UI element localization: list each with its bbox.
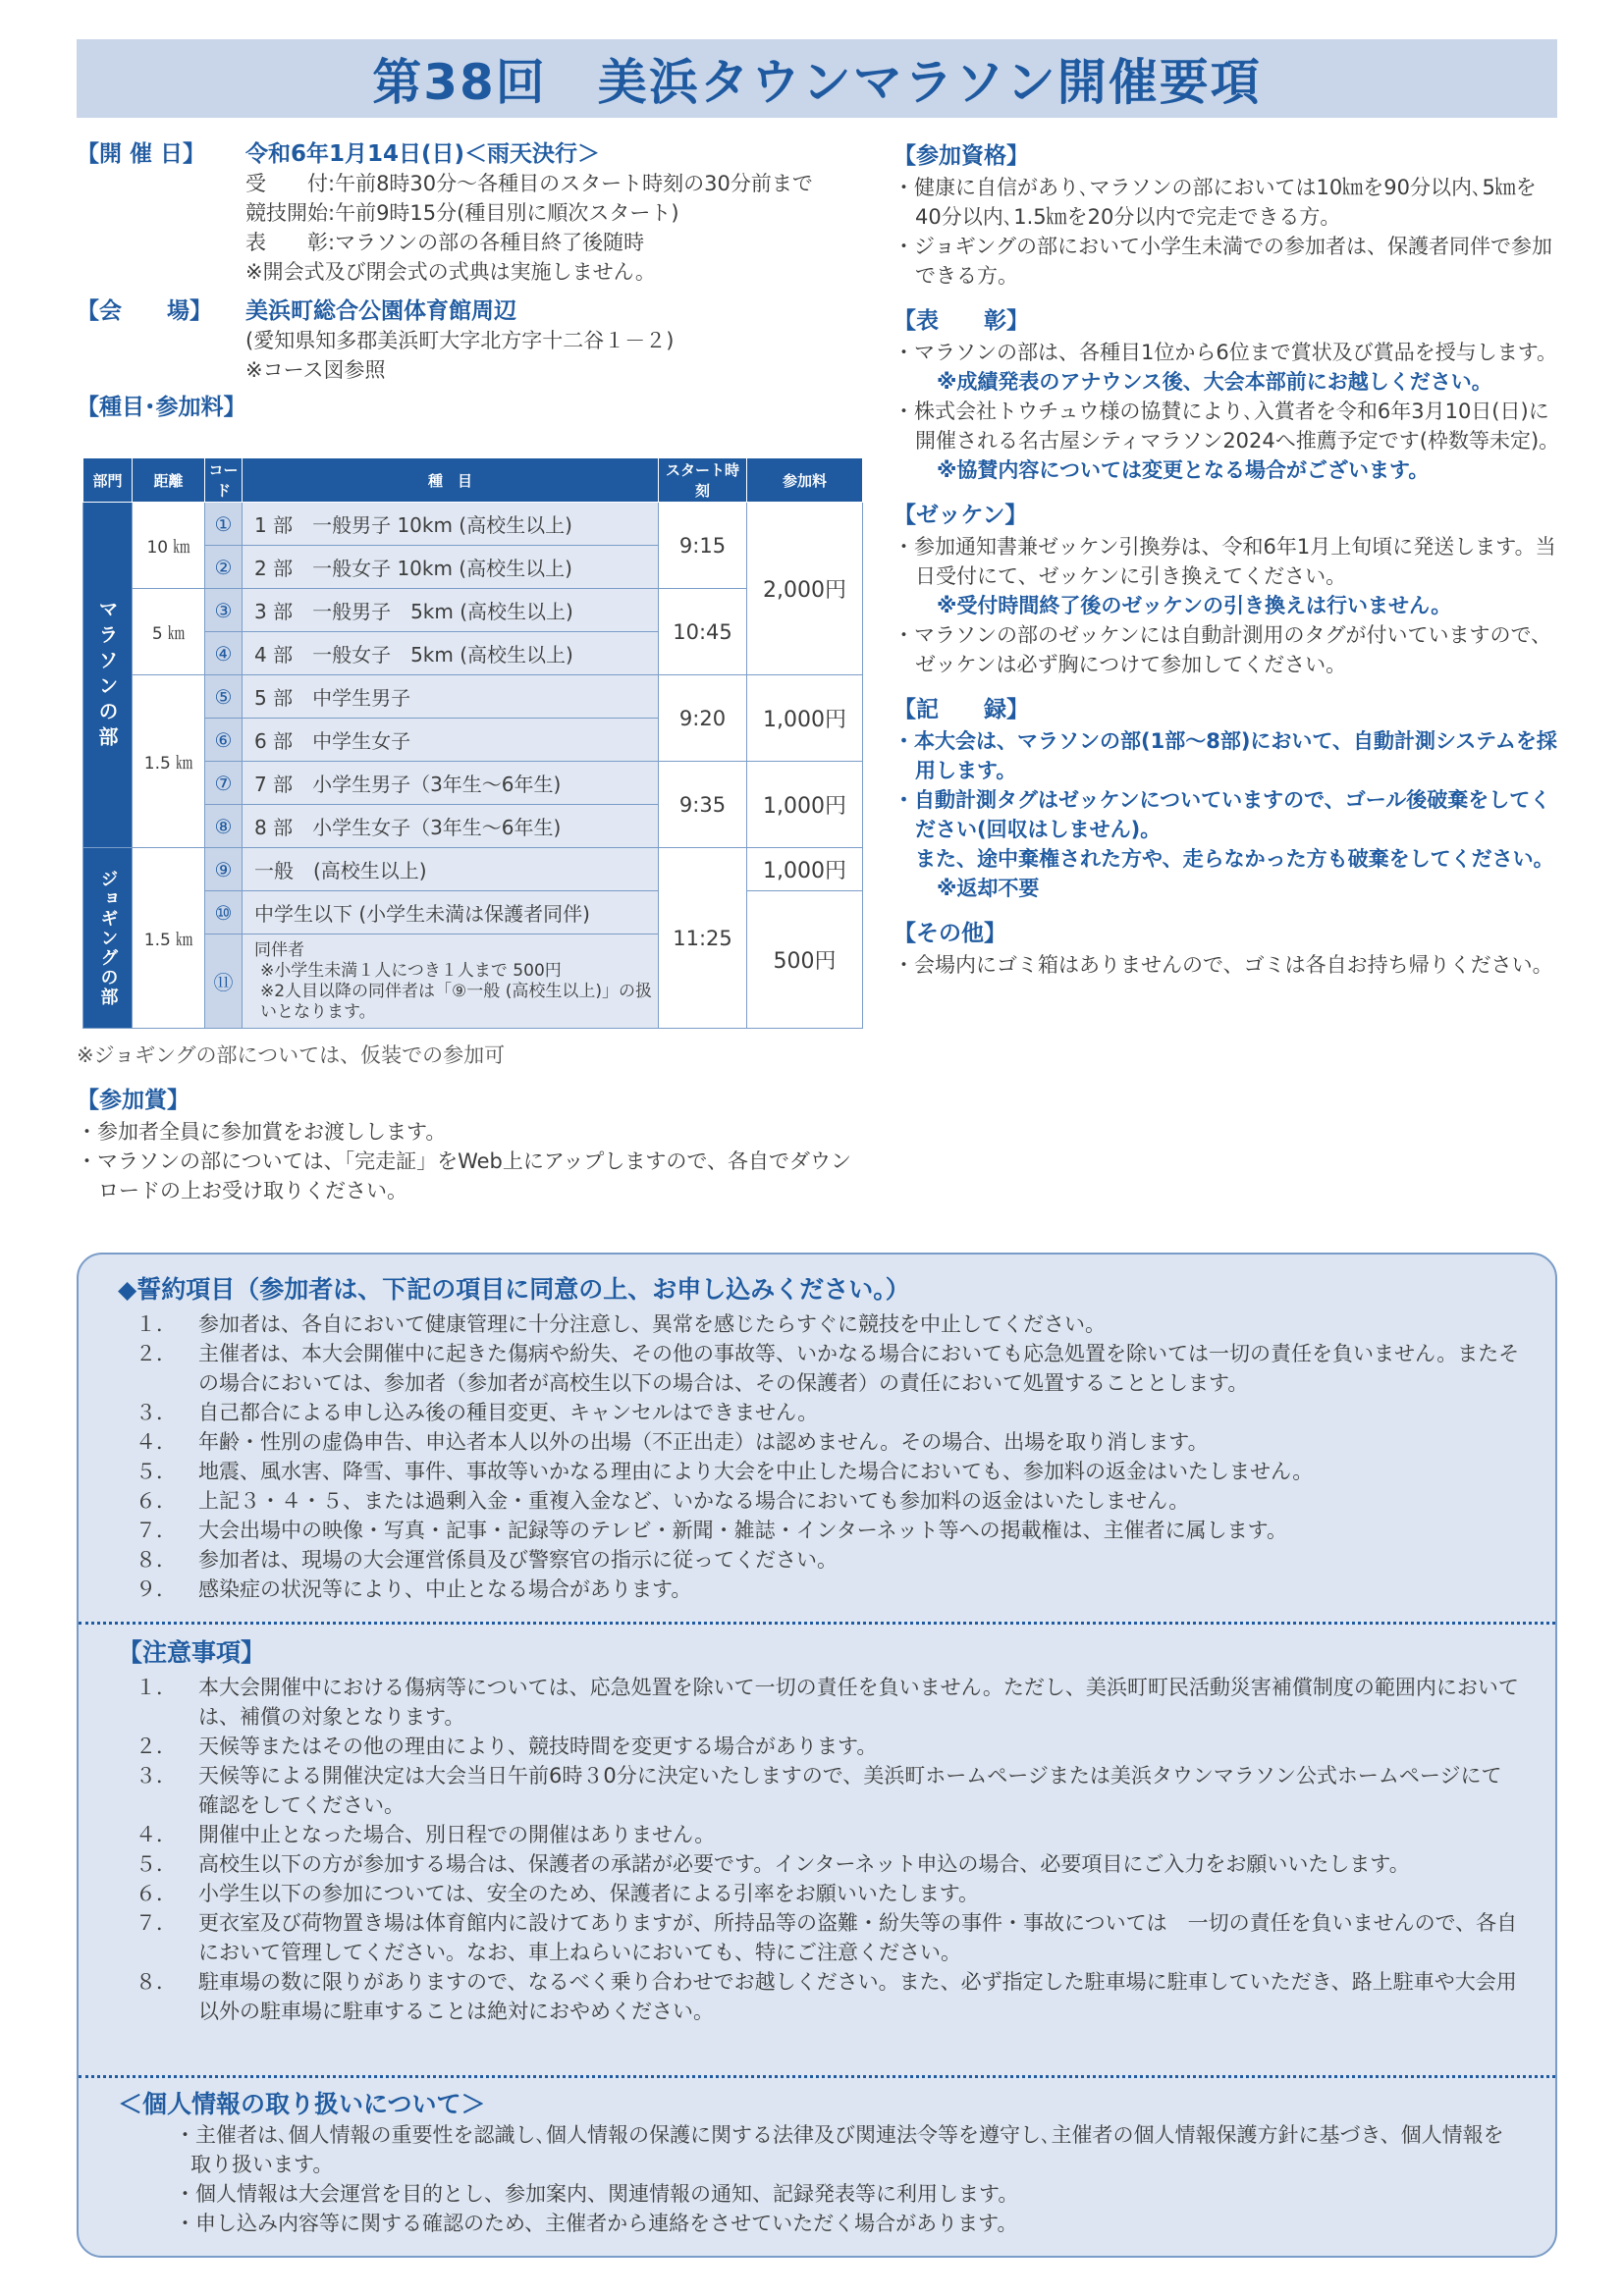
start-time-cell: 9:20: [659, 675, 747, 762]
fee-table: [82, 457, 863, 1029]
date-label: 【開 催 日】: [77, 141, 206, 167]
caution-section: [118, 1633, 1522, 2026]
list-item: １． 本大会開催中における傷病等については、応急処置を除いて一切の責任を負いません。ただし、美浜町町民活動災害補償制度の範囲内においては、補償の対象となります。: [135, 1676, 1519, 1729]
qualification-item: ・健康に自信があり､マラソンの部においては10㎞を90分以内､5㎞を40分以内､1.5㎞を20分以内で完走できる方。: [893, 176, 1537, 229]
fee-cell: 1,000円: [747, 762, 863, 848]
header-fee: 参加料: [747, 458, 863, 503]
event-cell: 一般 (高校生以上): [243, 848, 659, 891]
code-cell: ⑦: [205, 762, 243, 805]
header-start-time: スタート時刻: [659, 458, 747, 503]
list-item: ７． 更衣室及び荷物置き場は体育館内に設けてありますが、所持品等の盗難・紛失等の事件・事故については 一切の責任を負いませんので、各自において管理してください。なお、車上ねらいにおいても、特にご注意ください。: [135, 1911, 1518, 1964]
event-info: [77, 139, 862, 424]
date-line: 受 付:午前8時30分～各種目のスタート時刻の30分前まで: [245, 172, 813, 195]
code-cell: ②: [205, 546, 243, 589]
prize-item: ・マラソンの部については、「完走証」をWeb上にアップしますので、各自でダウンロードの上お受け取りください。: [77, 1149, 851, 1202]
distance-cell: 1.5 ㎞: [133, 675, 205, 848]
date-line: ※開会式及び閉会式の式典は実施しません。: [245, 260, 656, 284]
prize-item: ・参加者全員に参加賞をお渡しします。: [77, 1120, 447, 1144]
divider: [79, 2075, 1555, 2078]
title-bar: [77, 39, 1557, 118]
list-item: ２． 天候等またはその他の理由により、競技時間を変更する場合があります。: [135, 1735, 878, 1758]
qualification-heading: 【参加資格】: [893, 143, 1029, 169]
right-column: [893, 139, 1561, 980]
date-line: 競技開始:午前9時15分(種目別に順次スタート): [245, 201, 679, 225]
other-item: ・会場内にゴミ箱はありませんので、ゴミは各自お持ち帰りください。: [893, 953, 1553, 977]
header-division: 部門: [83, 458, 133, 503]
code-cell: ⑪: [205, 934, 243, 1029]
event-cell: 7 部 小学生男子（3年生～6年生): [243, 762, 659, 805]
venue-line: (愛知県知多郡美浜町大字北方字十二谷１－２): [245, 329, 675, 352]
table-row: [83, 503, 863, 546]
record-item: ・本大会は、マラソンの部(1部～8部)において、自動計測システムを採用します。: [893, 729, 1557, 782]
privacy-item: ・個人情報は大会運営を目的とし、参加案内、関連情報の通知、記録発表等に利用します。: [175, 2182, 1019, 2206]
venue-label: 【会 場】: [77, 298, 212, 324]
table-row: [83, 589, 863, 632]
date-line: 表 彰:マラソンの部の各種目終了後随時: [245, 231, 645, 254]
code-cell: ⑤: [205, 675, 243, 719]
distance-cell: 5 ㎞: [133, 589, 205, 675]
event-cell: 1 部 一般男子 10km (高校生以上): [243, 503, 659, 546]
fee-cell: 1,000円: [747, 675, 863, 762]
date-value: 令和6年1月14日(日)＜雨天決行＞: [245, 141, 601, 167]
list-item: ２． 主催者は、本大会開催中に起きた傷病や紛失、その他の事故等、いかなる場合においても応急処置を除いては一切の責任を負いません。またその場合においては、参加者（参加者が高校生以下の場合は、その保護者）の責任において処置することとします。: [135, 1342, 1520, 1395]
fee-cell: 2,000円: [747, 503, 863, 675]
list-item: ８． 駐車場の数に限りがありますので、なるべく乗り合わせでお越しください。また、必ず指定した駐車場に駐車していただき、路上駐車や大会用以外の駐車場に駐車することは絶対におやめください。: [135, 1970, 1517, 2023]
list-item: ６． 上記３・４・５、または過剰入金・重複入金など、いかなる場合においても参加料の返金はいたしません。: [135, 1489, 1190, 1513]
bib-item: ・参加通知書兼ゼッケン引換券は、令和6年1月上旬頃に発送します。当日受付にて、ゼッケンに引き換えてください。: [893, 535, 1556, 588]
privacy-heading: ＜個人情報の取り扱いについて＞: [118, 2090, 486, 2118]
terms-panel: [77, 1253, 1557, 2258]
event-cell: 5 部 中学生男子: [243, 675, 659, 719]
left-bottom: [77, 1041, 862, 1205]
list-item: ８． 参加者は、現場の大会運営係員及び警察官の指示に従ってください。: [135, 1548, 838, 1572]
prize-heading: 【参加賞】: [77, 1088, 189, 1113]
event-cell: 2 部 一般女子 10km (高校生以上): [243, 546, 659, 589]
bib-item: ・マラソンの部のゼッケンには自動計測用のタグが付いていますので、ゼッケンは必ず胸につけて参加してください。: [893, 623, 1552, 676]
code-cell: ⑧: [205, 805, 243, 848]
record-heading: 【記 録】: [893, 697, 1029, 722]
list-item: ３． 自己都合による申し込み後の種目変更、キャンセルはできません。: [135, 1401, 819, 1424]
start-time-cell: 11:25: [659, 848, 747, 1029]
event-cell: 6 部 中学生女子: [243, 719, 659, 762]
venue-value: 美浜町総合公園体育館周辺: [245, 298, 516, 324]
privacy-item: ・主催者は､個人情報の重要性を認識し､個人情報の保護に関する法律及び関連法令等を遵守し､主催者の個人情報保護方針に基づき、個人情報を取り扱います。: [175, 2123, 1504, 2176]
fee-cell: 500円: [747, 891, 863, 1029]
code-cell: ④: [205, 632, 243, 675]
divider: [79, 1622, 1555, 1625]
fee-cell: 1,000円: [747, 848, 863, 891]
award-heading: 【表 彰】: [893, 308, 1029, 334]
event-cell: 同伴者 ※小学生未満１人につき１人まで 500円 ※2人目以降の同伴者は「⑨一般 (高校生以上)」の扱いとなります。: [243, 934, 659, 1029]
table-row: [83, 675, 863, 719]
list-item: １． 参加者は、各自において健康管理に十分注意し、異常を感じたらすぐに競技を中止してください。: [135, 1312, 1106, 1336]
code-cell: ③: [205, 589, 243, 632]
caution-heading: 【注意事項】: [118, 1638, 266, 1667]
list-item: ４． 開催中止となった場合、別日程での開催はありません。: [135, 1823, 716, 1846]
award-item: ・マラソンの部は、各種目1位から6位まで賞状及び賞品を授与します。: [893, 341, 1558, 364]
list-item: ６． 小学生以下の参加については、安全のため、保護者による引率をお願いいたします。: [135, 1882, 980, 1905]
list-item: ５． 高校生以下の方が参加する場合は、保護者の承諾が必要です。インターネット申込の場合、必要項目にご入力をお願いいたします。: [135, 1852, 1410, 1876]
privacy-section: [118, 2085, 1522, 2238]
code-cell: ⑥: [205, 719, 243, 762]
list-item: ９． 感染症の状況等により、中止となる場合があります。: [135, 1577, 692, 1601]
award-item: ・株式会社トウチュウ様の協賛により､入賞者を令和6年3月10日(日)に開催される名古屋シティマラソン2024へ推薦予定です(枠数等未定)。: [893, 400, 1560, 453]
header-event: 種 目: [243, 458, 659, 503]
code-cell: ①: [205, 503, 243, 546]
list-item: ７． 大会出場中の映像・写真・記事・記録等のテレビ・新聞・雑誌・インターネット等への掲載権は、主催者に属します。: [135, 1519, 1288, 1542]
fees-heading: 【種目･参加料】: [77, 395, 246, 420]
code-cell: ⑨: [205, 848, 243, 891]
event-cell: 中学生以下 (小学生未満は保護者同伴): [243, 891, 659, 934]
bib-note: ※受付時間終了後のゼッケンの引き換えは行いません。: [937, 594, 1452, 617]
list-item: ５． 地震、風水害、降雪、事件、事故等いかなる理由により大会を中止した場合においても、参加料の返金はいたしません。: [135, 1460, 1314, 1483]
code-cell: ⑩: [205, 891, 243, 934]
record-note: ※返却不要: [937, 877, 1040, 900]
page-title: 第38回 美浜タウンマラソン開催要項: [372, 54, 1262, 111]
header-distance: 距離: [133, 458, 205, 503]
table-row: [83, 848, 863, 891]
pledge-heading: ◆誓約項目（参加者は、下記の項目に同意の上、お申し込みください。）: [118, 1275, 910, 1304]
award-note: ※協賛内容については変更となる場合がございます。: [937, 458, 1430, 482]
qualification-item: ・ジョギングの部において小学生未満での参加者は、保護者同伴で参加できる方。: [893, 235, 1552, 288]
division-marathon: マラソンの部: [83, 503, 133, 848]
start-time-cell: 9:15: [659, 503, 747, 589]
distance-cell: 1.5 ㎞: [133, 848, 205, 1029]
record-item: また、途中棄権された方や、走らなかった方も破棄をしてください。: [915, 847, 1554, 871]
privacy-item: ・申し込み内容等に関する確認のため、主催者から連絡をさせていただく場合があります。: [175, 2212, 1018, 2235]
distance-cell: 10 ㎞: [133, 503, 205, 589]
event-cell: 8 部 小学生女子（3年生～6年生): [243, 805, 659, 848]
list-item: ３． 天候等による開催決定は大会当日午前6時３0分に決定いたしますので、美浜町ホームページまたは美浜タウンマラソン公式ホームページにて確認をしてください。: [135, 1764, 1502, 1817]
division-jogging: ジョギングの部: [83, 848, 133, 1029]
start-time-cell: 10:45: [659, 589, 747, 675]
header-code: コード: [205, 458, 243, 503]
record-item: ・自動計測タグはゼッケンについていますので、ゴール後破棄をしてください(回収はしません)。: [893, 788, 1551, 841]
award-note: ※成績発表のアナウンス後、大会本部前にお越しください。: [937, 370, 1492, 394]
other-heading: 【その他】: [893, 921, 1006, 946]
table-header-row: [83, 458, 863, 503]
start-time-cell: 9:35: [659, 762, 747, 848]
pledge-section: [118, 1270, 1522, 1604]
venue-line: ※コース図参照: [245, 358, 386, 382]
event-cell: 3 部 一般男子 5km (高校生以上): [243, 589, 659, 632]
bib-heading: 【ゼッケン】: [893, 503, 1028, 528]
event-cell: 4 部 一般女子 5km (高校生以上): [243, 632, 659, 675]
list-item: ４． 年齢・性別の虚偽申告、申込者本人以外の出場（不正出走）は認めません。その場合、出場を取り消します。: [135, 1430, 1209, 1454]
fees-footnote: ※ジョギングの部については、仮装での参加可: [77, 1043, 506, 1067]
